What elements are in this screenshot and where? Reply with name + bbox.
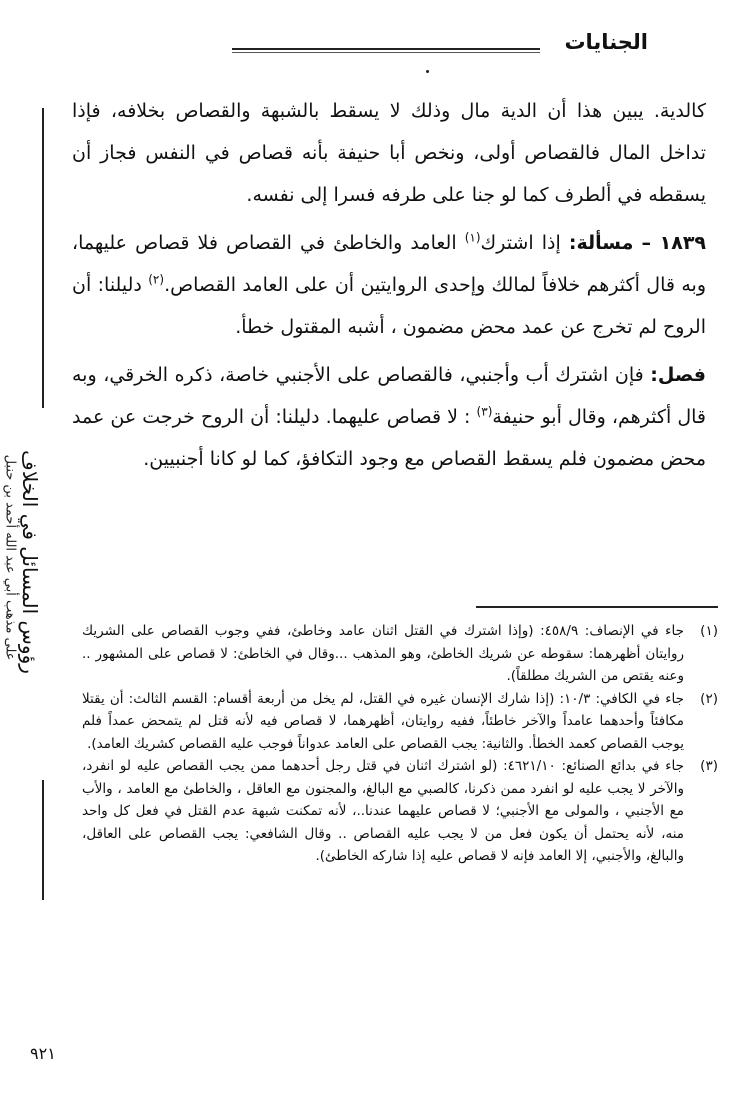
footnote-ref-3[interactable]: (٣) — [476, 404, 493, 419]
chapter-title: الجنايات — [564, 30, 648, 54]
book-title: رؤوس المسائل في الخلاف — [18, 450, 42, 674]
footnote-number: (١) — [700, 623, 718, 639]
footnote-separator — [476, 606, 718, 608]
footnote-number: (٣) — [700, 758, 718, 774]
issue-text-a: إذا اشترك — [480, 232, 561, 254]
fasl-text-a: فإن اشترك أب وأجنبي، فالقصاص على الأجنبي خاصة، ذكره الخرقي، وبه قال أكثرهم، وقال أبو حنيفة — [72, 364, 706, 428]
issue-text-b: العامد والخاطئ في القصاص فلا قصاص عليهما، وبه قال أكثرهم خلافاً لمالك وإحدى الروايتين أن على العامد القصاص. — [72, 232, 706, 296]
footnotes — [82, 620, 718, 868]
footnote-text: جاء في الإنصاف: ٤٥٨/٩: (وإذا اشترك في القتل اثنان عامد وخاطئ، ففي وجوب القصاص على الشريك روايتان أظهرهما: سقوطه عن شريك الخاطئ، وهو المذهب ...وقال في الخاطئ: لا قصاص على المشهور .. وعنه يقتص من الشريك مطلقاً). — [82, 623, 684, 684]
fasl-text-b: : لا قصاص عليهما. دليلنا: أن الروح خرجت عن عمد محض مضمون فلم يسقط القصاص مع وجود التكافؤ، كما لو كانا أجنبيين. — [72, 406, 706, 470]
page-number: ٩٢١ — [30, 1044, 56, 1063]
footnote — [82, 620, 718, 688]
header-divider — [232, 48, 540, 50]
side-rule-bottom — [42, 780, 44, 900]
issue-number: ١٨٣٩ – — [641, 232, 707, 254]
side-running-title — [0, 410, 60, 750]
footnote — [82, 755, 718, 868]
header-dot — [426, 70, 429, 73]
paragraph-continuation: كالدية. يبين هذا أن الدية مال وذلك لا يسقط بالشبهة والقصاص بخلافه، فإذا تداخل المال فالقصاص أولى، ونخص أبا حنيفة بأنه قصاص في النفس فجاز أن يسقطه في ألطرف كما لو جنا على طرفه فسرا إلى نفسه. — [72, 100, 706, 206]
footnote-number: (٢) — [700, 690, 718, 707]
issue-paragraph — [72, 222, 706, 348]
fasl-label: فصل: — [650, 364, 706, 386]
issue-text-c: دليلنا: أن الروح لم تخرج عن عمد محض مضمون ، أشبه المقتول خطأ. — [72, 274, 706, 338]
book-subtitle: على مذهب أبي عبد الله أحمد بن حنبل — [2, 454, 18, 661]
footnote — [82, 688, 718, 756]
side-rule-top — [42, 108, 44, 408]
issue-label: مسألة: — [568, 232, 634, 254]
footnote-text: جاء في بدائع الصنائع: ٤٦٢١/١٠: (لو اشترك اثنان في قتل رجل أحدهما ممن يجب القصاص عليه لو انفرد، والآخر لا يجب عليه لو انفرد ممن ذكرنا، كالصبي مع البالغ، والمجنون مع العاقل ، والخاطئ مع العامد ، والأب مع الأجنبي ، والمولى مع الأجنبي؛ لا قصاص عليهما عندنا..، لأنه تمكنت شبهة عدم القتل في فعل كل واحد منه، لأنه يحتمل أن يكون فعل من لا يجب عليه القصاص .. وقال الشافعي: يجب القصاص على العاقل، والبالغ، والأجنبي، إلا العامد فإنه لا قصاص عليه إذا شاركه الخاطئ). — [82, 758, 685, 864]
fasl-paragraph — [72, 354, 706, 480]
footnote-text: جاء في الكافي: ١٠/٣: (إذا شارك الإنسان غيره في القتل، لم يخل من أربعة أقسام: القسم الثالث: أن يقتلا مكافئاً وأحدهما عامداً والآخر خاطئاً، ففيه روايتان، أظهرهما، لا قصاص فيه لأنه قتل لم يتمحض عمداً فلم يوجب القصاص كعمد الخطأ. والثانية: يجب القصاص على العامد عدواناً فوجب عليه القصاص كشريك العامد). — [82, 690, 685, 752]
footnote-ref-1[interactable]: (١) — [464, 230, 481, 245]
footnote-ref-2[interactable]: (٢) — [148, 272, 165, 287]
main-text — [72, 90, 706, 486]
header-divider-thin — [232, 52, 540, 53]
